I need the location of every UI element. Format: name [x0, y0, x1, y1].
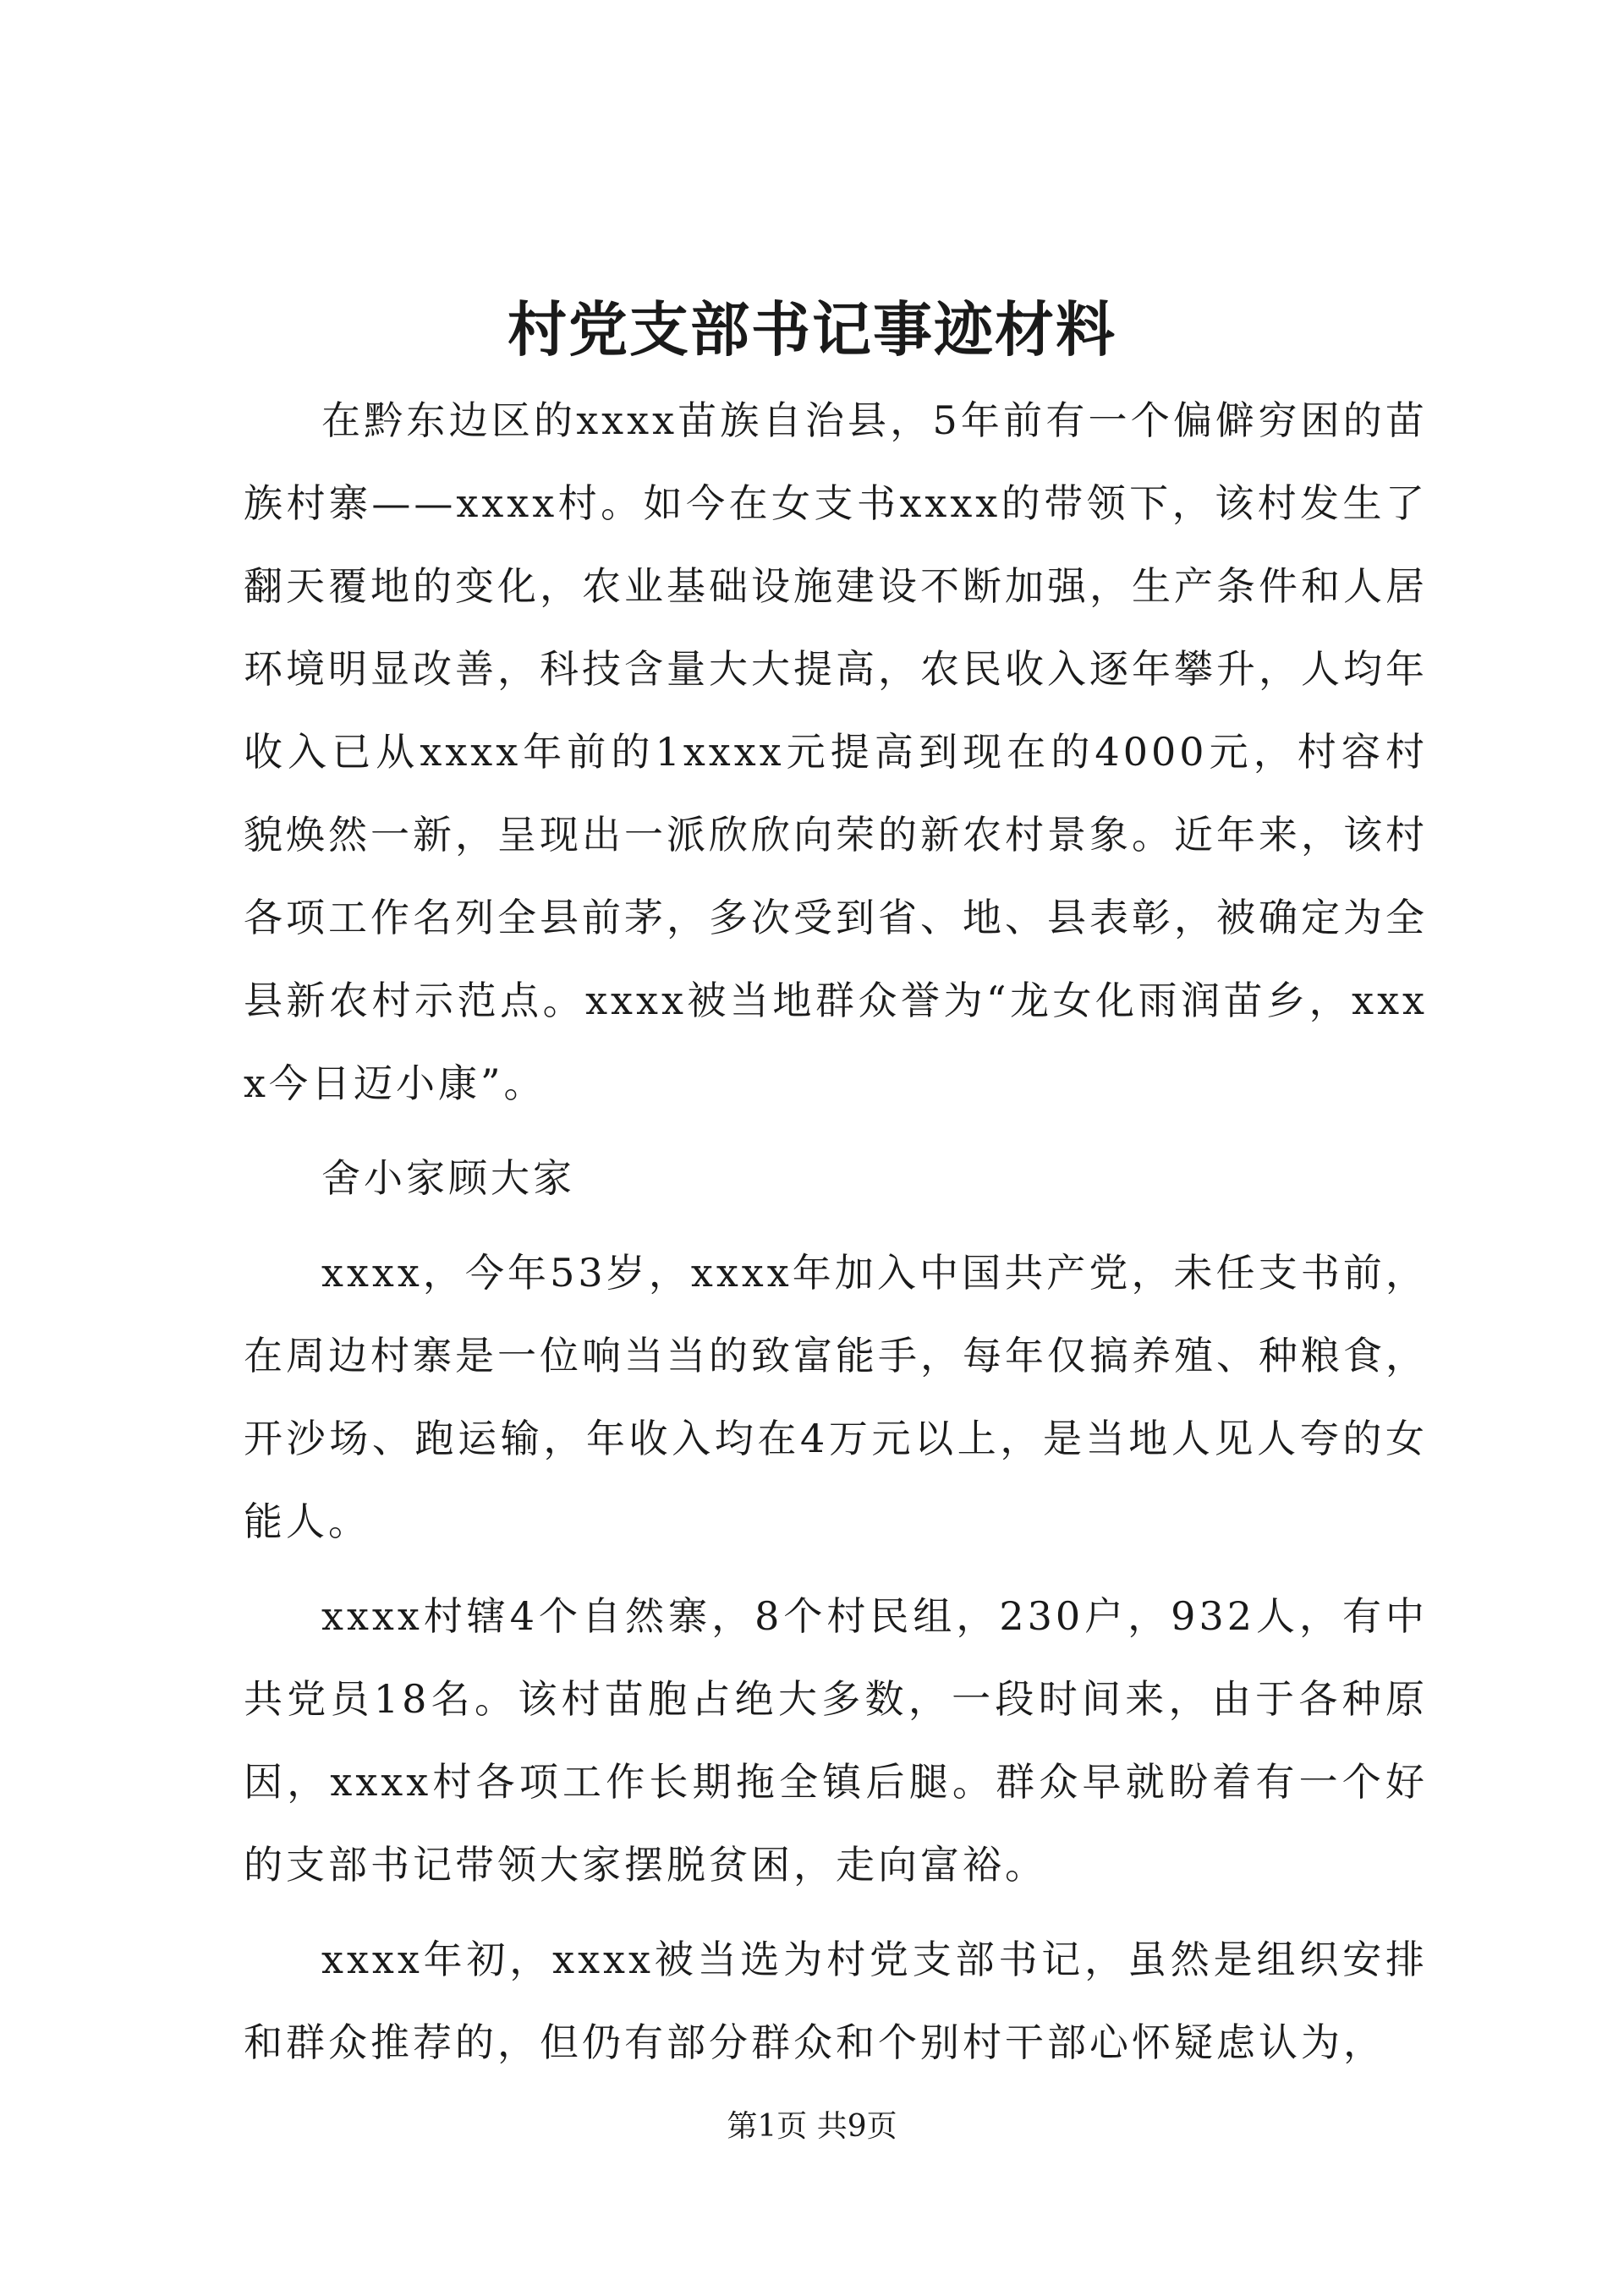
document-title: 村党支部书记事迹材料 [508, 294, 1116, 364]
section-heading: 舍小家顾大家 [321, 1155, 575, 1201]
paragraph-intro: 在黔东边区的xxxx苗族自治县，5年前有一个偏僻穷困的苗族村寨——xxxx村。如今在女支书xxxx的带领下，该村发生了翻天覆地的变化，农业基础设施建设不断加强，生产条件和人居环境明显改善，科技含量大大提高，农民收入逐年攀升，人均年收入已从xxxx年前的1xxxx元提高到现在的4000元，村容村貌焕然一新，呈现出一派欣欣向荣的新农村景象。近年来，该村各项工作名列全县前茅，多次受到省、地、县表彰，被确定为全县新农村示范点。xxxx被当地群众誉为“龙女化雨润苗乡，xxxx今日迈小康”。 [244, 397, 1428, 1106]
page-footer: 第1页 共9页 [727, 2109, 897, 2144]
paragraph-village-info: xxxx村辖4个自然寨，8个村民组，230户，932人，有中共党员18名。该村苗胞占绝大多数，一段时间来，由于各种原因，xxxx村各项工作长期拖全镇后腿。群众早就盼着有一个好的支部书记带领大家摆脱贫困，走向富裕。 [244, 1593, 1428, 1888]
document-body [244, 379, 1428, 2096]
paragraph-election: xxxx年初，xxxx被当选为村党支部书记，虽然是组织安排和群众推荐的，但仍有部分群众和个别村干部心怀疑虑认为， [244, 1937, 1428, 2065]
paragraph-background: xxxx，今年53岁，xxxx年加入中国共产党，未任支书前，在周边村寨是一位响当当的致富能手，每年仅搞养殖、种粮食，开沙场、跑运输，年收入均在4万元以上，是当地人见人夸的女能人。 [244, 1250, 1428, 1544]
